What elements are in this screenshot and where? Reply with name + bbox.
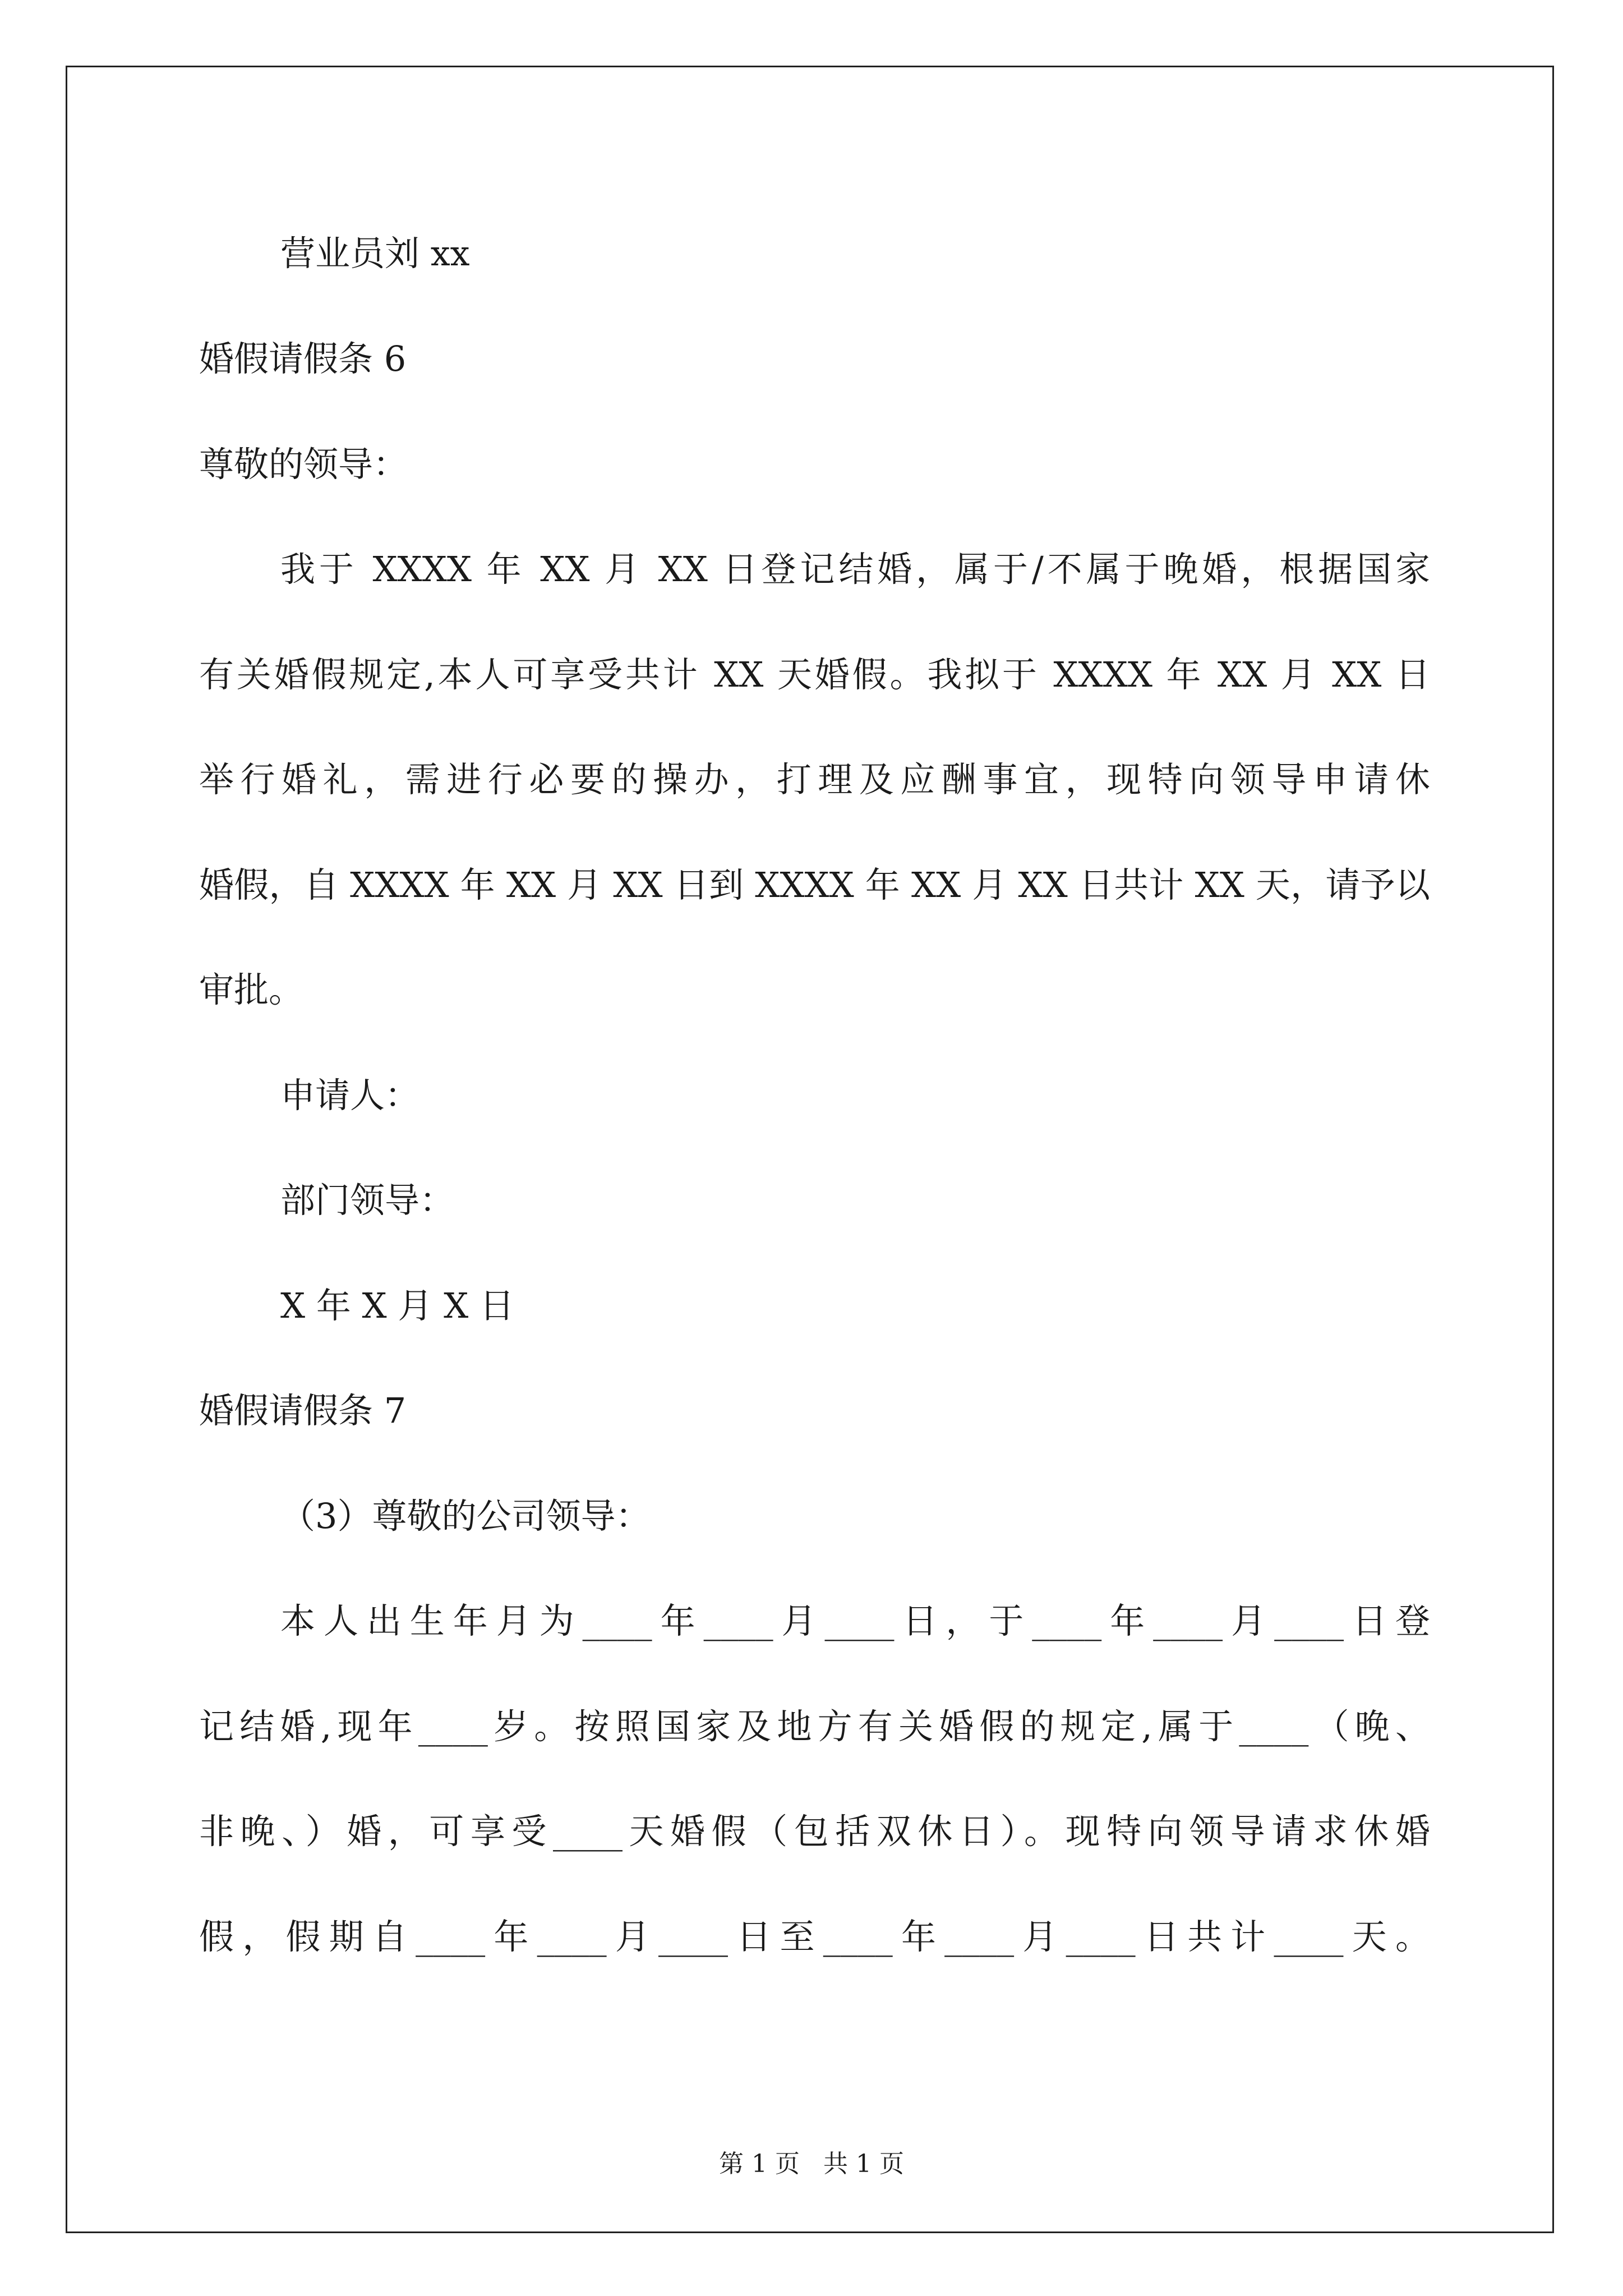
body-paragraph-line: 审批。	[199, 969, 304, 1010]
salutation: 尊敬的领导：	[199, 444, 408, 485]
department-leader-label: 部门领导：	[280, 1180, 455, 1221]
page-border	[66, 66, 1554, 2233]
date-line: X 年 X 月 X 日	[280, 1285, 514, 1326]
section-title-7: 婚假请假条 7	[199, 1390, 407, 1431]
signature-line: 营业员刘 xx	[280, 233, 470, 274]
body-paragraph-line: 有关婚假规定,本人可享受共计 XX 天婚假。我拟于 XXXX 年 XX 月 XX 日	[199, 654, 1430, 695]
form-paragraph-line: 本人出生年月为____年____月____日，于____年____月____日登	[280, 1600, 1430, 1641]
applicant-label: 申请人：	[280, 1075, 420, 1116]
body-paragraph-line: 我于 XXXX 年 XX 月 XX 日登记结婚，属于/不属于晚婚，根据国家	[280, 549, 1430, 590]
section-title-6: 婚假请假条 6	[199, 338, 407, 379]
body-paragraph-line: 举行婚礼，需进行必要的操办，打理及应酬事宜，现特向领导申请休	[199, 759, 1430, 800]
form-paragraph-line: 非晚、）婚，可享受____天婚假（包括双休日）。现特向领导请求休婚	[199, 1811, 1430, 1852]
form-paragraph-line: 假，假期自____年____月____日至____年____月____日共计____天。	[199, 1916, 1430, 1957]
salutation-company: （3）尊敬的公司领导：	[280, 1496, 651, 1536]
body-paragraph-line: 婚假，自 XXXX 年 XX 月 XX 日到 XXXX 年 XX 月 XX 日共计 XX 天，请予以	[199, 864, 1430, 905]
form-paragraph-line: 记结婚,现年____岁。按照国家及地方有关婚假的规定,属于____（晚、	[199, 1706, 1430, 1747]
page-footer: 第 1 页 共 1 页	[719, 2150, 904, 2178]
